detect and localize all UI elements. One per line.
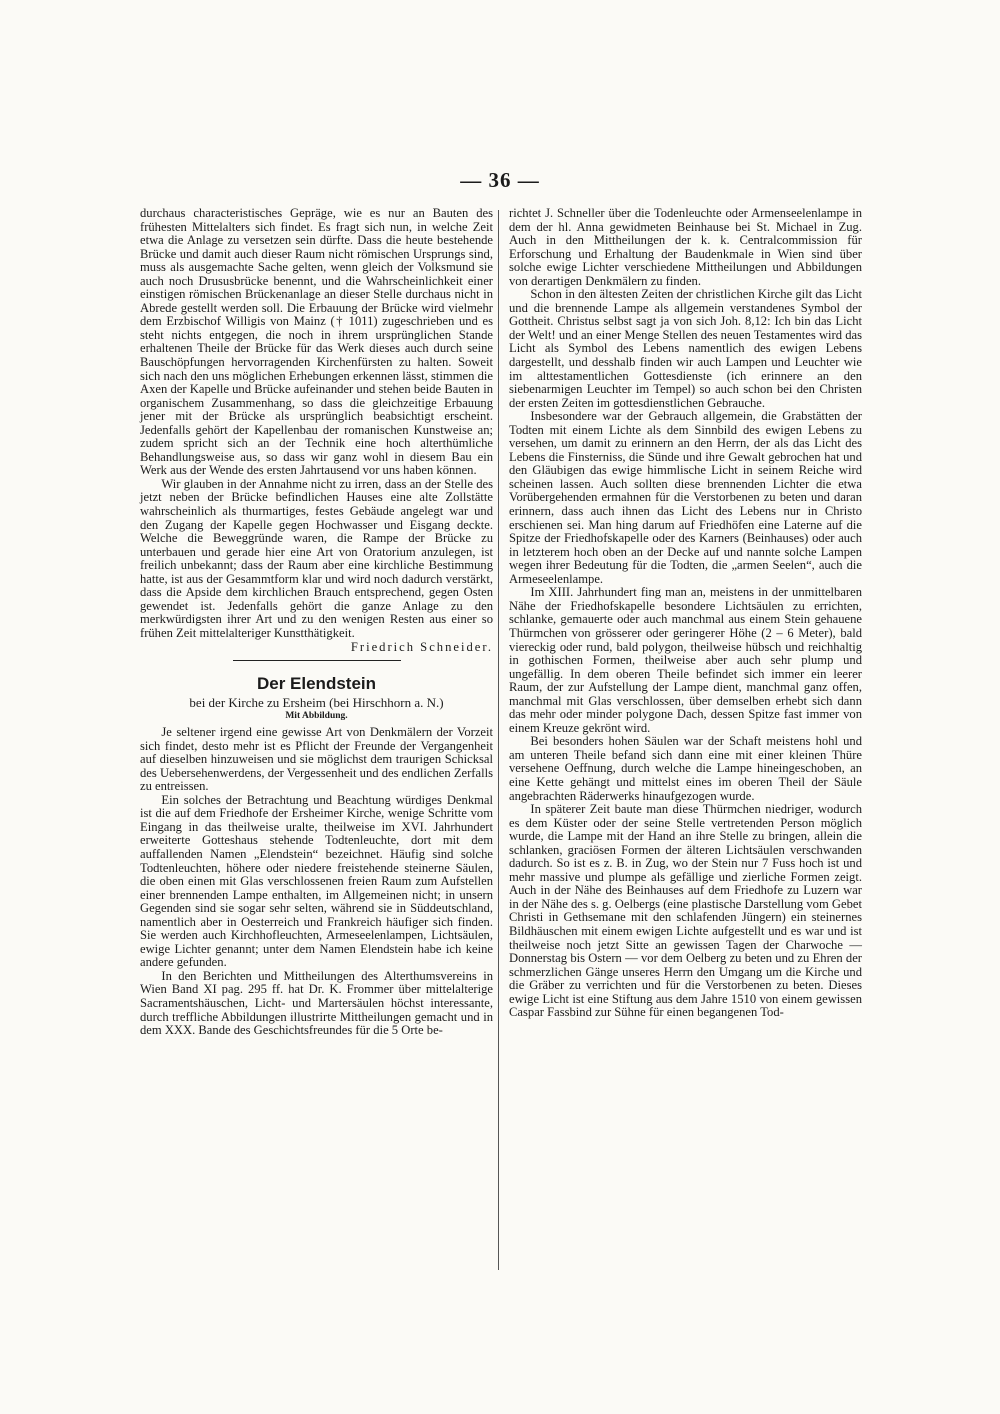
left-paragraph-4: Ein solches der Betrachtung und Beachtung würdiges Denkmal ist die auf dem Friedhofe der Ersheimer Kirche, wenige Schritte vom Eingang in das theilweise uralte, theilweise im XVI. Jahrhundert erweiterte Gotteshaus stehende Todtenleuchte, dort mit dem auffallenden Namen „Elendstein“ bezeichnet. Häufig sind solche Todtenleuchten, höhere oder niedere freistehende steinerne Säulen, die oben einen mit Glas verschlossenen freien Raum zum Aufstellen einer brennenden Lampe enthalten, im Allgemeinen nicht; in unsern Gegenden sind sie sogar sehr selten, während sie in Süddeutschland, namentlich aber in Oesterreich und Frankreich häufiger sich finden. Sie werden auch Kirchhofleuchten, Armeseelenlampen, Lichtsäulen, ewige Lichter genannt; unter dem Namen Elendstein habe ich keine andere gefunden. [140,792,493,970]
page-number: — 36 — [460,168,540,192]
right-paragraph-6: In späterer Zeit baute man diese Thürmchen niedriger, wodurch es dem Küster oder der seine Stelle vertretenden Person möglich wurde, die Lampe mit der Hand an ihre Stelle zu bringen, allein die schlanken, graciösen Formen der älteren Lichtsäulen verschwanden dadurch. So ist es z. B. in Zug, wo der Stein nur 7 Fuss hoch ist und mehr massive und plumpe als gefällige und zierliche Formen zeigt. Auch in der Nähe des Beinhauses auf dem Friedhofe zu Luzern war in der Nähe des s. g. Oelbergs (eine plastische Darstellung vom Gebet Christi in Gethsemane mit den schlafenden Jüngern) ein steinernes Bildhäuschen mit einem ewigen Lichte aufgestellt und es war und ist theilweise noch jetzt Sitte an gewissen Tagen der Charwoche — Donnerstag bis Ostern — vor dem Oelberg zu beten und zu Ehren der schmerzlichen Gänge unseres Herrn den Umgang um die Kirche und die Gräber zu verrichten und für die Verstorbenen zu beten. Dieses ewige Licht ist eine Stiftung aus dem Jahre 1510 von einem gewissen Caspar Fassbind zur Sühne für einen begangenen Tod- [509,802,862,1020]
right-paragraph-4: Im XIII. Jahrhundert fing man an, meistens in der unmittelbaren Nähe der Friedhofskapelle besondere Lichtsäulen zu errichten, schlanke, gemauerte oder auch manchmal aus einem Stein gehauene Thürmchen von grösserer oder geringerer Höhe (2 – 6 Meter), bald viereckig oder rund, bald polygon, theilweise hübsch und reichhaltig in gothischen Formen, theilweise aber auch sehr plump und ungefällig. In dem oberen Theile befindet sich immer ein leerer Raum, der zur Aufstellung der Lampe dient, manchmal ganz offen, manchmal mit Glas verschlossen, über demselben erhebt sich dann das mehr oder minder polygone Dach, dessen Spitze fast immer von einem Kreuze gekrönt wird. [509,585,862,735]
right-paragraph-5: Bei besonders hohen Säulen war der Schaft meistens hohl und am unteren Theile befand sich dann eine mit einer kleinen Thüre versehene Oeffnung, durch welche die Lampe hineingeschoben, an eine Kette gehängt und mittelst eines im oberen Theil der Säule angebrachten Räderwerks hinaufgezogen wurde. [509,734,862,803]
section-title: Der Elendstein [256,674,377,694]
right-paragraph-1: richtet J. Schneller über die Todenleuchte oder Armenseelenlampe in dem der hl. Anna gewidmeten Beinhause bei St. Michael in Zug. Auch in den Mittheilungen der k. k. Centralcommission für Erforschung und Erhaltung der Baudenkmale in Wien sind über solche ewige Lichter verschiedene Mittheilungen und Abbildungen von derartigen Denkmälern zu finden. [509,206,862,288]
left-column [140,207,493,1038]
section-subtitle: bei der Kirche zu Ersheim (bei Hirschhorn a. N.) [189,695,444,711]
right-paragraph-3: Insbesondere war der Gebrauch allgemein, die Grabstätten der Todten mit einem Lichte als dem Sinnbild des ewigen Lebens zu versehen, um damit zu erinnern an den Herrn, der als das Licht des Lebens die Finsterniss, die Sünde und ihre Gewalt gebrochen hat und den Gläubigen das ewige himmlische Licht in seinem Reiche wird scheinen lassen. Auch sollten diese brennenden Lichter die etwa Vorübergehenden ermahnen für die Verstorbenen zu beten und daran erinnern, dass auch ihnen das Licht des Lebens nur in Christo erschienen sei. Man hing darum auf Friedhöfen eine Laterne auf die Spitze der Friedhofskapelle oder des Karners (Beinhauses) oder auch in letzterem hoch oben an der Decke auf und nannte solche Lampen wegen ihrer Bedeutung für die Todten, die „armen Seelen“, auch die Armeseelenlampe. [509,409,862,586]
section-note: Mit Abbildung. [285,711,348,722]
column-rule [498,210,499,1270]
right-column [509,207,862,1020]
left-paragraph-3: Je seltener irgend eine gewisse Art von Denkmälern der Vorzeit sich findet, desto mehr ist es Pflicht der Freunde der Vergangenheit auf dieselben hinzuweisen und sie möglichst dem traurigen Schicksal des Uebersehenwerdens, der Vergessenheit und des endlichen Zerfalls zu entreissen. [140,725,493,794]
section-divider [233,660,401,661]
right-paragraph-2: Schon in den ältesten Zeiten der christlichen Kirche gilt das Licht und die brennende Lampe als allgemein verstandenes Symbol der Gottheit. Christus selbst sagt ja von sich Joh. 8,12: Ich bin das Licht der Welt! und an einer Menge Stellen des neuen Testamentes wird das Licht als Symbol des Lebens namentlich des ewigen Lebens dargestellt, und desshalb finden wir auch Lampen und Leuchter wie im alttestamentlichen Gottesdienste (ich erinnere an den siebenarmigen Leuchter im Tempel) so auch schon bei den Christen der ersten Zeiten im gottesdienstlichen Gebrauche. [509,287,862,410]
left-paragraph-1: durchaus characteristisches Gepräge, wie es nur an Bauten des frühesten Mittelalters sich findet. Es fragt sich nun, in welche Zeit etwa die Anlage zu versetzen sein dürfte. Dass die heute bestehende Brücke und damit auch dieser Raum nicht römischen Ursprungs sind, muss als ausgemachte Sache gelten, wenn gleich der Volksmund sie auch noch Drususbrücke benennt, und die Wahrscheinlichkeit einer einstigen römischen Brückenanlage an dieser Stelle durchaus nicht in Abrede gestellt werden soll. Die Erbauung der Brücke wird vielmehr dem Erzbischof Willigis von Mainz († 1011) zugeschrieben und es steht nichts entgegen, die noch in ihrem ursprünglichen Stande erhaltenen Theile der Brücke für das Werk dieses auch durch seine Bauschöpfungen hervorragenden Kirchenfürsten zu halten. Soweit sich nach den uns möglichen Erhebungen erkennen lässt, stimmen die Axen der Kapelle und Brücke aufeinander und stehen beide Bauten in organischem Zusammenhang, so dass die gleichzeitige Erbauung jener mit der Brücke als ursprünglich beabsichtigt erscheint. Jedenfalls gehört der Kapellenbau der romanischen Kunstweise an; zudem spricht sich an der Technik eine hoch alterthümliche Behandlungsweise aus, so dass wir ganz wohl in diesem Bau ein Werk aus der Wende des ersten Jahrtausend vor uns haben können. [140,206,493,478]
left-paragraph-2: Wir glauben in der Annahme nicht zu irren, dass an der Stelle des jetzt neben der Brücke befindlichen Hauses eine alte Zollstätte wahrscheinlich als thurmartiges, festes Gebäude angelegt war und den Zugang der Kapelle gegen Hochwasser und Eisgang deckte. Welche die Beweggründe waren, die Rampe der Brücke zu unterbauen und gerade hier eine Art von Oratorium anzulegen, ist freilich unbekannt; dass der Raum aber eine kirchliche Bestimmung hatte, ist aus der Gesammtform klar und wird noch dadurch verstärkt, dass die Apside dem kirchlichen Brauch entsprechend, gegen Osten gewendet ist. Jedenfalls gehört die ganze Anlage zu den merkwürdigsten ihrer Art und zu den wenigen Resten aus einer so frühen Zeit mittelalteriger Kunstthätigkeit. [140,476,493,640]
left-paragraph-5: In den Berichten und Mittheilungen des Alterthumsvereins in Wien Band XI pag. 295 ff. hat Dr. K. Frommer über mittelalterige Sacramentshäuschen, Licht- und Martersäulen höchst interessante, durch treffliche Abbildungen illustrirte Mittheilungen gemacht und in dem XXX. Bande des Geschichtsfreundes für die 5 Orte be- [140,968,493,1038]
author-signature: Friedrich Schneider. [350,639,493,654]
